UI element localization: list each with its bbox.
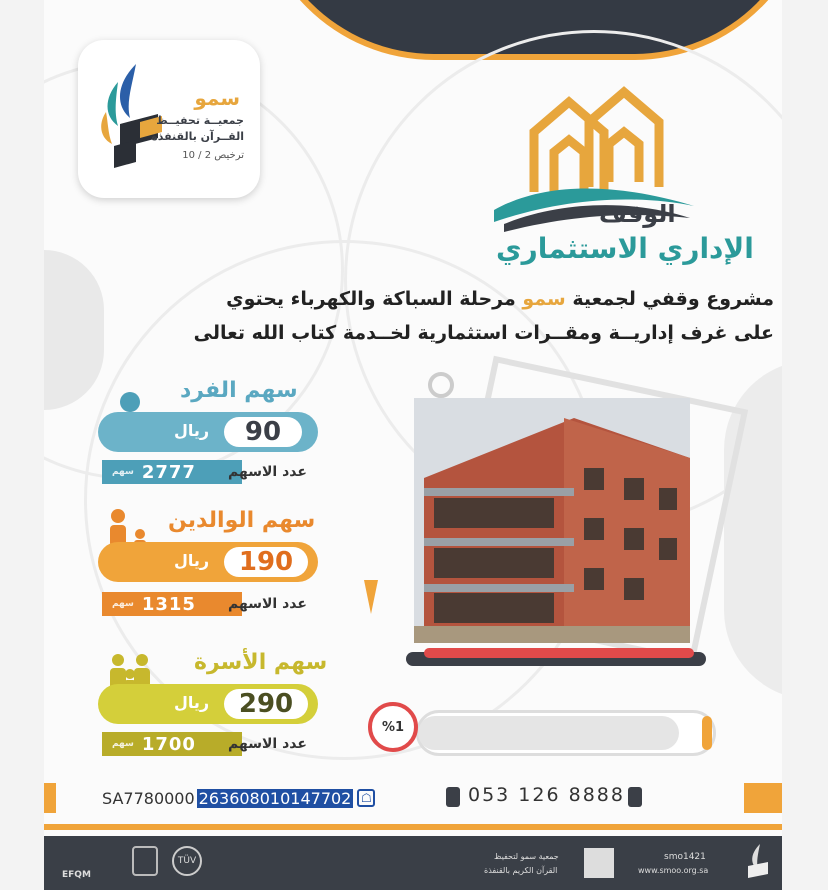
- award-logo: [132, 846, 158, 876]
- footer-org-line-2: القرآن الكريم بالقنفذة: [484, 866, 558, 875]
- logo-mark-icon: [96, 62, 164, 172]
- footer-accent: [44, 824, 782, 830]
- photo-accent-bar: [424, 648, 694, 658]
- share-price-pill: [98, 542, 318, 582]
- title-main: الإداري الاستثماري: [496, 232, 754, 265]
- footer-org-line-1: جمعية سمو لتحفيظ: [494, 852, 559, 861]
- circle-decoration: [428, 372, 454, 398]
- share-price-pill: [98, 684, 318, 724]
- frame-left: [0, 0, 44, 890]
- share-unit: سهم: [112, 599, 134, 609]
- share-count-label: عدد الاسهم: [228, 596, 307, 612]
- footer-handle: smo1421: [664, 852, 706, 862]
- share-price: 290: [224, 689, 308, 719]
- footer: [44, 836, 782, 890]
- share-count: 1315: [141, 593, 196, 615]
- orange-bar: [744, 783, 782, 813]
- frame-right: [782, 0, 828, 890]
- logo-line-1: جمعيــة تحفيــظ: [156, 114, 244, 127]
- building-image: [414, 398, 690, 643]
- iban-prefix: SA7780000: [102, 788, 195, 808]
- poster: [44, 0, 782, 890]
- currency-label: ريال: [174, 551, 210, 570]
- share-price-pill: [98, 412, 318, 452]
- currency-label: ريال: [174, 421, 210, 440]
- description-highlight: سمو: [522, 288, 566, 310]
- share-count-box: [102, 460, 242, 484]
- share-title: سهم الأسرة: [194, 650, 328, 675]
- orange-bar: [44, 783, 56, 813]
- currency-label: ريال: [174, 693, 210, 712]
- tuv-logo: TÜV: [172, 846, 202, 876]
- share-title: سهم الفرد: [180, 378, 298, 403]
- iban-highlight: 263608010147702: [198, 788, 352, 808]
- title-waqf: الوقف: [599, 200, 676, 228]
- logo-line-2: القــرآن بالقنفذة: [151, 130, 244, 143]
- share-count-label: عدد الاسهم: [228, 464, 307, 480]
- footer-logo-icon: [744, 844, 772, 882]
- phone-number[interactable]: 053 126 8888: [468, 784, 625, 806]
- description-line-2: على غرف إداريــة ومقــرات استثمارية لخــدمة كتاب الله تعالى: [193, 322, 774, 344]
- description-text: مشروع وقفي لجمعية: [565, 288, 774, 310]
- description-text: مرحلة السباكة والكهرباء يحتوي: [226, 288, 523, 310]
- footer-site[interactable]: www.smoo.org.sa: [638, 866, 709, 875]
- share-price: 90: [224, 417, 302, 447]
- share-count-box: [102, 592, 242, 616]
- phone-icon: [446, 787, 460, 807]
- building-photo: [414, 398, 690, 643]
- share-count: 1700: [141, 733, 196, 755]
- share-unit: سهم: [112, 467, 134, 477]
- logo-license: ترخيص 2 / 10: [182, 150, 244, 161]
- share-title: سهم الوالدين: [168, 508, 316, 533]
- progress-end-cap: [702, 716, 712, 750]
- logo-card: [78, 40, 260, 198]
- phone-icon: [628, 787, 642, 807]
- iban: [102, 786, 375, 810]
- logo-name: سمو: [194, 86, 240, 110]
- share-count-box: [102, 732, 242, 756]
- progress-fill: [418, 716, 679, 750]
- progress-percent: %1: [368, 702, 418, 752]
- share-unit: سهم: [112, 739, 134, 749]
- efqm-logo: EFQM: [62, 870, 91, 880]
- share-price: 190: [224, 547, 308, 577]
- share-count: 2777: [141, 461, 196, 483]
- qr-code-icon: [584, 848, 614, 878]
- share-count-label: عدد الاسهم: [228, 736, 307, 752]
- description-line-1: [174, 288, 774, 310]
- bank-icon: ☖: [357, 789, 375, 807]
- triangle-decoration: [364, 580, 378, 614]
